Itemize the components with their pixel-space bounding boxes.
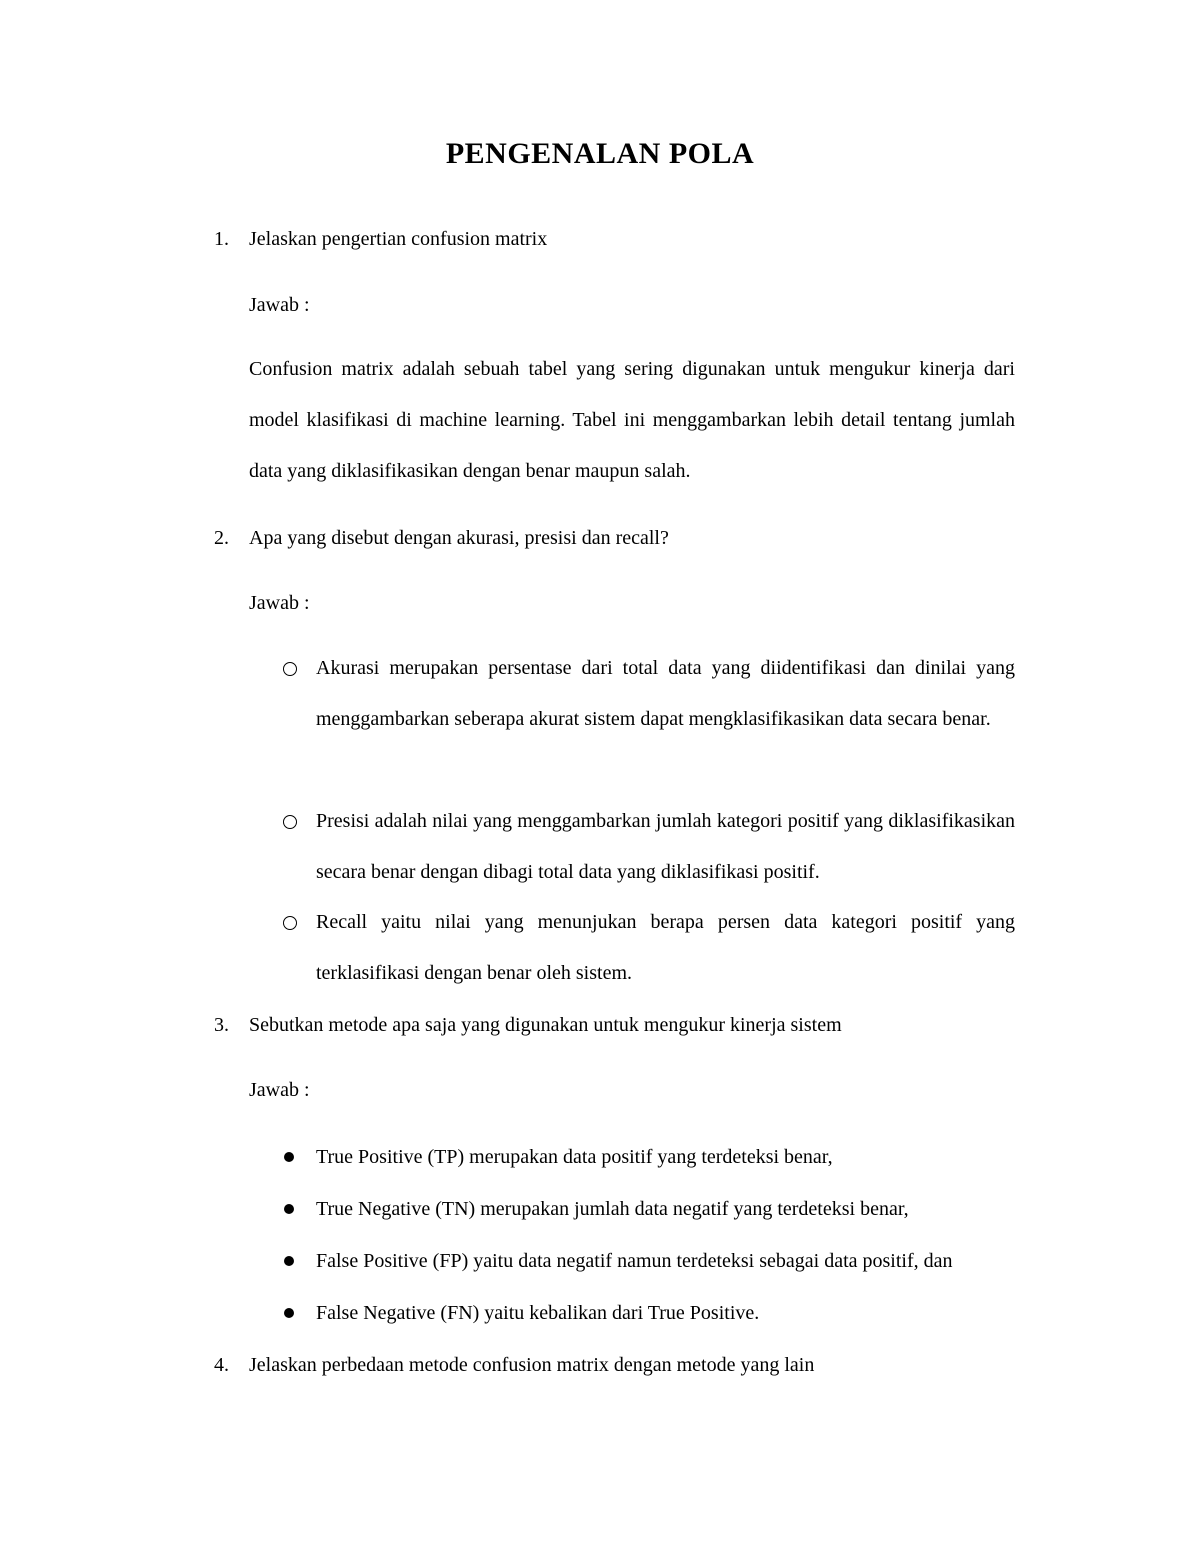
disc-bullet-icon bbox=[284, 1204, 294, 1214]
circle-bullet-icon bbox=[283, 662, 297, 676]
answer-item-false-negative: False Negative (FN) yaitu kebalikan dari True Positive. bbox=[316, 1302, 760, 1324]
answer-paragraph-1: Confusion matrix adalah sebuah tabel yang sering digunakan untuk mengukur kinerja dari model klasifikasi di machine learning. Tabel ini menggambarkan lebih detail tentang jumlah data yang diklasifikasikan dengan benar maupun salah. bbox=[249, 358, 1015, 482]
answer-item-false-positive: False Positive (FP) yaitu data negatif namun terdeteksi sebagai data positif, dan bbox=[316, 1250, 953, 1272]
answer-item-accuracy: Akurasi merupakan persentase dari total data yang diidentifikasi dan dinilai yang menggambarkan seberapa akurat sistem dapat mengklasifikasikan data secara benar. bbox=[316, 657, 1015, 730]
disc-bullet-icon bbox=[284, 1256, 294, 1266]
document-title: PENGENALAN POLA bbox=[445, 137, 755, 170]
question-number-4: 4. bbox=[214, 1354, 229, 1376]
question-number-1: 1. bbox=[214, 228, 229, 250]
answer-label-3: Jawab : bbox=[249, 1079, 310, 1101]
answer-label-2: Jawab : bbox=[249, 592, 310, 614]
disc-bullet-icon bbox=[284, 1308, 294, 1318]
question-text-2: Apa yang disebut dengan akurasi, presisi dan recall? bbox=[249, 527, 669, 549]
answer-item-true-negative: True Negative (TN) merupakan jumlah data negatif yang terdeteksi benar, bbox=[316, 1198, 909, 1220]
question-text-1: Jelaskan pengertian confusion matrix bbox=[249, 228, 548, 250]
question-text-4: Jelaskan perbedaan metode confusion matrix dengan metode yang lain bbox=[249, 1354, 815, 1376]
circle-bullet-icon bbox=[283, 815, 297, 829]
question-number-2: 2. bbox=[214, 527, 229, 549]
answer-item-true-positive: True Positive (TP) merupakan data positif yang terdeteksi benar, bbox=[316, 1146, 833, 1168]
question-number-3: 3. bbox=[214, 1014, 229, 1036]
answer-label-1: Jawab : bbox=[249, 294, 310, 316]
question-text-3: Sebutkan metode apa saja yang digunakan untuk mengukur kinerja sistem bbox=[249, 1014, 842, 1036]
answer-item-recall: Recall yaitu nilai yang menunjukan berapa persen data kategori positif yang terklasifikasi dengan benar oleh sistem. bbox=[316, 911, 1015, 984]
answer-item-precision: Presisi adalah nilai yang menggambarkan jumlah kategori positif yang diklasifikasikan secara benar dengan dibagi total data yang diklasifikasi positif. bbox=[316, 810, 1015, 883]
disc-bullet-icon bbox=[284, 1152, 294, 1162]
circle-bullet-icon bbox=[283, 916, 297, 930]
